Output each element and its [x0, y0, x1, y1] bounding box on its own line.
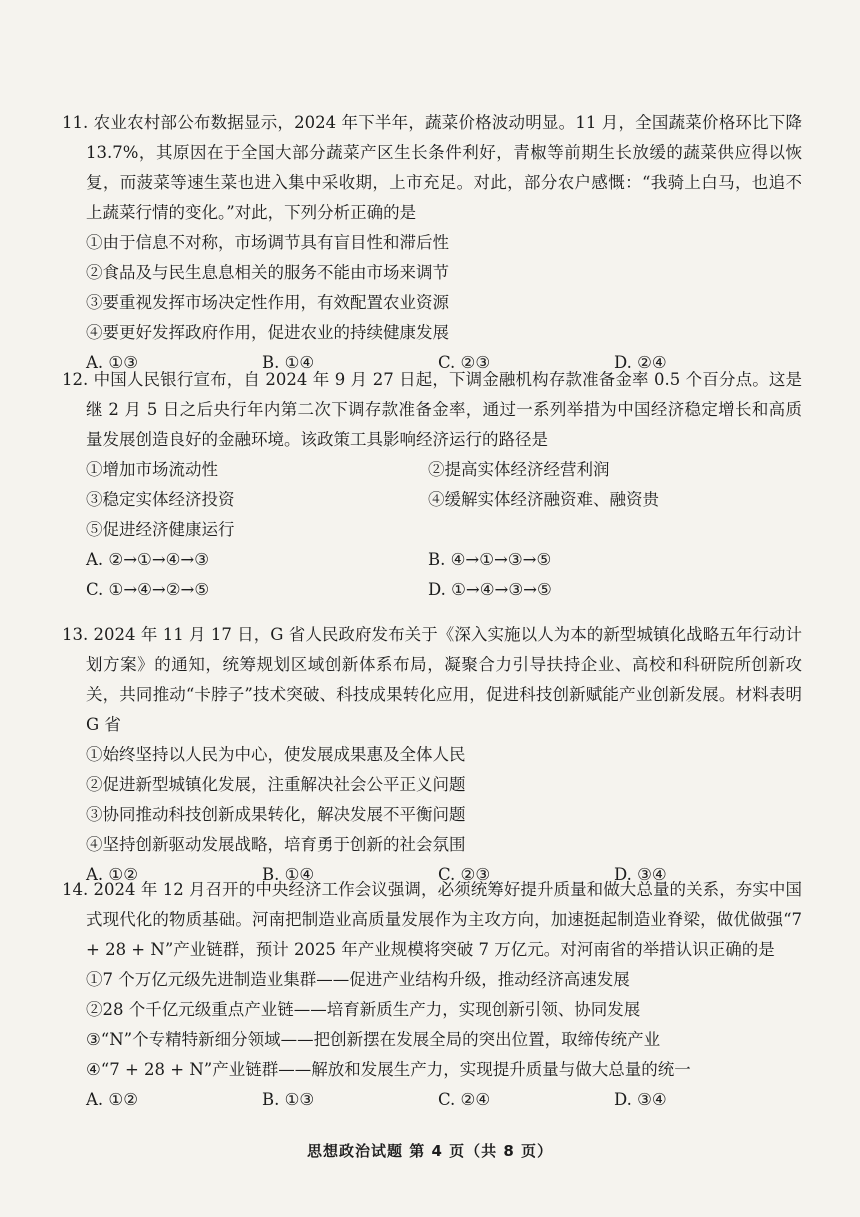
choice-b: B. ①③	[262, 1090, 315, 1109]
choice-a: A. ①②	[86, 1090, 138, 1109]
option-3: ③协同推动科技创新成果转化，解决发展不平衡问题	[86, 805, 466, 824]
question-14	[62, 875, 802, 1115]
question-12	[62, 365, 802, 605]
option-2: ②提高实体经济经营利润	[428, 460, 610, 479]
option-2: ②28 个千亿元级重点产业链——培育新质生产力，实现创新引领、协同发展	[86, 1000, 641, 1019]
option-1: ①由于信息不对称，市场调节具有盲目性和滞后性	[86, 233, 449, 252]
option-4: ④“7 + 28 + N”产业链群——解放和发展生产力，实现提升质量与做大总量的统一	[86, 1060, 691, 1079]
choice-d: D. ①→④→③→⑤	[428, 580, 552, 599]
option-3: ③要重视发挥市场决定性作用，有效配置农业资源	[86, 293, 449, 312]
question-stem: 12. 中国人民银行宣布，自 2024 年 9 月 27 日起，下调金融机构存款准备金率 0.5 个百分点。这是继 2 月 5 日之后央行年内第二次下调存款准备金率，通过一系列举措为中国经济稳定增长和高质量发展创造良好的金融环境。该政策工具影响经济运行的路径是	[62, 370, 802, 449]
option-1: ①7 个万亿元级先进制造业集群——促进产业结构升级，推动经济高速发展	[86, 970, 630, 989]
option-2: ②食品及与民生息息相关的服务不能由市场来调节	[86, 263, 449, 282]
option-1: ①增加市场流动性	[86, 460, 218, 479]
choice-a: A. ①②	[86, 865, 138, 884]
choice-c: C. ②③	[438, 353, 491, 372]
option-2: ②促进新型城镇化发展，注重解决社会公平正义问题	[86, 775, 466, 794]
choice-a: A. ②→①→④→③	[86, 550, 210, 569]
choice-c: C. ②③	[438, 865, 491, 884]
question-stem: 13. 2024 年 11 月 17 日，G 省人民政府发布关于《深入实施以人为本的新型城镇化战略五年行动计划方案》的通知，统筹规划区域创新体系布局，凝聚合力引导扶持企业、高校和科研院所创新攻关，共同推动“卡脖子”技术突破、科技成果转化应用，促进科技创新赋能产业创新发展。材料表明 G 省	[62, 625, 802, 734]
answer-choices	[86, 545, 802, 605]
option-3: ③“N”个专精特新细分领域——把创新摆在发展全局的突出位置，取缔传统产业	[86, 1030, 661, 1049]
option-3: ③稳定实体经济投资	[86, 490, 235, 509]
option-1: ①始终坚持以人民为中心，使发展成果惠及全体人民	[86, 745, 466, 764]
question-stem: 14. 2024 年 12 月召开的中央经济工作会议强调，必须统筹好提升质量和做大总量的关系，夯实中国式现代化的物质基础。河南把制造业高质量发展作为主攻方向，加速挺起制造业脊梁，做优做强“7 + 28 + N”产业链群，预计 2025 年产业规模将突破 7 万亿元。对河南省的举措认识正确的是	[62, 880, 802, 959]
choice-c: C. ①→④→②→⑤	[86, 580, 210, 599]
choice-a: A. ①③	[86, 353, 138, 372]
question-13	[62, 620, 802, 890]
option-grid	[86, 455, 802, 545]
option-4: ④要更好发挥政府作用，促进农业的持续健康发展	[86, 323, 449, 342]
choice-b: B. ④→①→③→⑤	[428, 550, 552, 569]
choice-b: B. ①④	[262, 865, 315, 884]
page-footer: 思想政治试题 第 4 页（共 8 页）	[307, 1142, 553, 1160]
option-4: ④缓解实体经济融资难、融资贵	[428, 490, 659, 509]
choice-d: D. ③④	[614, 865, 667, 884]
choice-c: C. ②④	[438, 1090, 491, 1109]
choice-d: D. ②④	[614, 353, 667, 372]
answer-choices	[86, 1085, 802, 1115]
option-5: ⑤促进经济健康运行	[86, 520, 235, 539]
choice-d: D. ③④	[614, 1090, 667, 1109]
option-4: ④坚持创新驱动发展战略，培育勇于创新的社会氛围	[86, 835, 466, 854]
choice-b: B. ①④	[262, 353, 315, 372]
question-stem: 11. 农业农村部公布数据显示，2024 年下半年，蔬菜价格波动明显。11 月，全国蔬菜价格环比下降 13.7%，其原因在于全国大部分蔬菜产区生长条件利好，青椒等前期生长放缓的蔬菜供应得以恢复，而菠菜等速生菜也进入集中采收期，上市充足。对此，部分农户感慨：“我骑上白马，也追不上蔬菜行情的变化。”对此，下列分析正确的是	[62, 113, 802, 222]
question-11	[62, 108, 802, 378]
